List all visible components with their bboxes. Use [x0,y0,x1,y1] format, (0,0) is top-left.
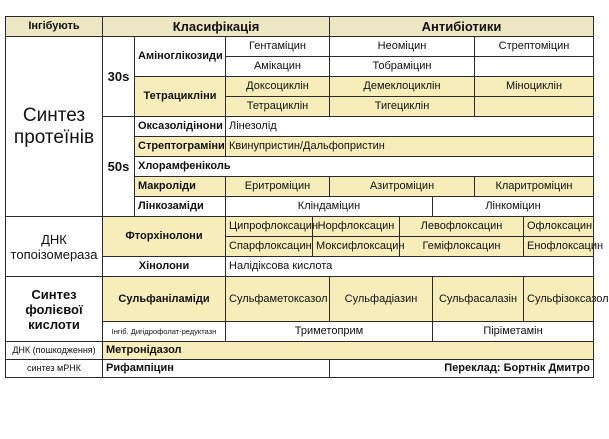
header-inhibit: Інгібують [6,17,103,37]
drug-cell: Кліндаміцин [226,197,433,217]
ribosome-50s-label: 50s [103,117,135,217]
dna-topoisomerase-label: ДНК топоізомераза [6,217,103,277]
drug-cell: Сульфасалазін [433,277,524,322]
drug-cell: Квинупристин/Дальфопристин [226,137,594,157]
dna-damage-label: ДНК (пошкодження) [6,342,103,360]
drug-cell: Метронідазол [103,342,594,360]
drug-cell: Триметоприм [226,322,433,342]
fluoroquinolones-label: Фторхінолони [103,217,226,257]
drug-cell: Стрептоміцин [475,37,594,57]
table-row [6,37,594,57]
drug-cell: Левофлоксацин [400,217,524,237]
drug-cell: Спарфлоксацин [226,237,313,257]
drug-cell: Налідіксова кислота [226,257,594,277]
sulfonamides-label: Сульфаніламіди [103,277,226,322]
quinolones-label: Хінолони [103,257,226,277]
drug-cell: Піріметамін [433,322,594,342]
drug-cell: Енофлоксацин [524,237,594,257]
tetracyclines-label: Тетрацикліни [135,77,226,117]
drug-cell: Лінезолід [226,117,594,137]
drug-cell: Еритроміцин [226,177,330,197]
drug-cell: Кларитроміцин [475,177,594,197]
folate-synthesis-label: Синтез фолієвої кислоти [6,277,103,342]
table-header-row [6,17,594,37]
table-row [6,360,594,378]
mrna-synthesis-label: синтез мРНК [6,360,103,378]
drug-cell: Тигециклін [330,97,475,117]
ribosome-30s-label: 30s [103,37,135,117]
table-row [6,217,594,237]
header-classification: Класифікація [103,17,330,37]
table-row [6,342,594,360]
chloramphenicol-label: Хлорамфеніколь [135,157,594,177]
antibiotics-classification-table [5,16,609,378]
drug-cell: Геміфлоксацин [400,237,524,257]
drug-cell: Моксифлоксацин [313,237,400,257]
drug-cell: Офлоксацин [524,217,594,237]
drug-cell: Сульфізоксазол [524,277,594,322]
empty-cell [475,57,594,77]
oxazolidinones-label: Оксазолідінони [135,117,226,137]
drug-cell: Демеклоциклін [330,77,475,97]
drug-cell: Тобраміцин [330,57,475,77]
drug-cell: Тетрациклін [226,97,330,117]
drug-cell: Амікацин [226,57,330,77]
translation-credit: Переклад: Бортнік Дмитро [330,360,594,378]
empty-cell [475,97,594,117]
lincosamides-label: Лінкозаміди [135,197,226,217]
dhfr-inhibitors-label: Інгіб. Дигідрофолат-редуктазн [103,322,226,342]
drug-cell: Азитроміцин [330,177,475,197]
header-antibiotics: Антибіотики [330,17,594,37]
drug-cell: Лінкоміцин [433,197,594,217]
drug-cell: Сульфаметоксазол [226,277,330,322]
table-row [6,277,594,322]
drug-cell: Доксоциклін [226,77,330,97]
macrolides-label: Макроліди [135,177,226,197]
drug-cell: Рифампіцин [103,360,330,378]
drug-cell: Сульфадіазин [330,277,433,322]
drug-cell: Неоміцин [330,37,475,57]
streptogramins-label: Стрептограміни [135,137,226,157]
drug-cell: Гентаміцин [226,37,330,57]
protein-synthesis-label: Синтез протеїнів [6,37,103,217]
drug-cell: Норфлоксацин [313,217,400,237]
drug-cell: Ципрофлоксацин [226,217,313,237]
drug-cell: Міноциклін [475,77,594,97]
aminoglycosides-label: Аміноглікозиди [135,37,226,77]
